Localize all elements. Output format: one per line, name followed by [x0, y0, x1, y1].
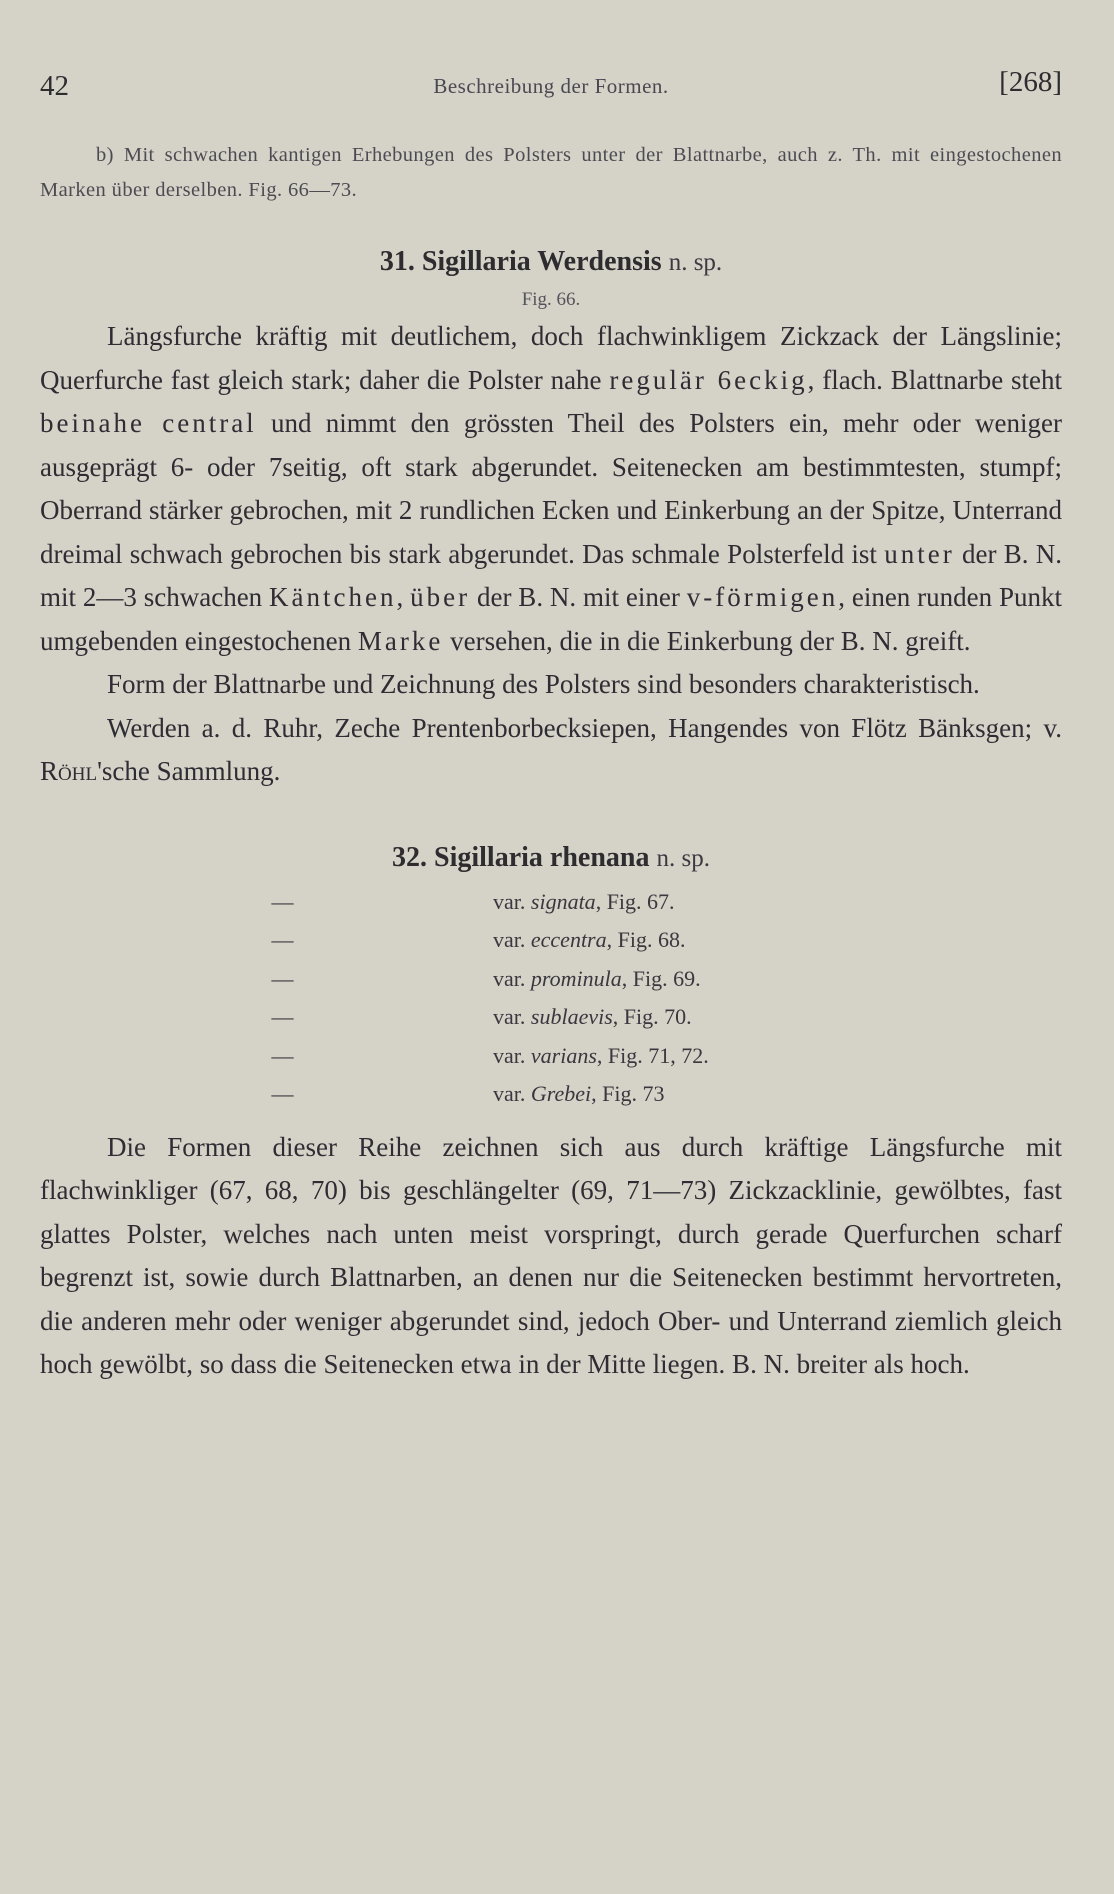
species-31-description	[40, 315, 1062, 663]
variety-row	[40, 998, 1062, 1037]
variety-prefix: var.	[493, 888, 526, 914]
variety-row	[40, 883, 1062, 922]
species-31-locality	[40, 707, 1062, 794]
variety-row	[40, 1075, 1062, 1114]
variety-entry	[485, 921, 685, 960]
spaced-text: über	[410, 582, 471, 612]
variety-dash: —	[271, 1042, 294, 1068]
text-run: Längsfurche kräftig mit deutlichem, doch flachwinkligem Zickzack der Längslinie; Querfurche fast gleich stark; daher die Polster nahe	[40, 321, 1062, 395]
text-run: Werden a. d. Ruhr, Zeche Prentenborbecksiepen, Hangendes von Flötz Bänksgen; v.	[107, 712, 1062, 743]
variety-name: varians	[530, 1042, 597, 1068]
species-31-title	[40, 242, 1062, 283]
species-32-title	[40, 838, 1062, 879]
variety-figure: , Fig. 71, 72.	[596, 1042, 709, 1068]
running-head: Beschreibung der Formen.	[433, 74, 669, 98]
species-32-suffix: n. sp.	[656, 844, 710, 872]
species-31-note: Form der Blattnarbe und Zeichnung des Polsters sind besonders charakteristisch.	[107, 669, 980, 699]
variety-prefix: var.	[493, 1042, 526, 1068]
variety-figure: , Fig. 70.	[612, 1004, 692, 1029]
page-header	[40, 62, 1062, 112]
variety-dash: —	[271, 1004, 294, 1029]
text-run: der B. N. mit einer	[470, 582, 687, 612]
spaced-text: Käntchen	[269, 582, 397, 612]
spaced-text: regulär 6eckig	[609, 364, 808, 395]
text-run: 'sche Sammlung.	[97, 756, 281, 786]
variety-figure: , Fig. 69.	[621, 965, 701, 991]
variety-name: sublaevis	[530, 1004, 613, 1029]
variety-entry	[485, 1037, 709, 1076]
page-number: 42	[40, 70, 69, 102]
spaced-text: Marke	[357, 625, 444, 656]
variety-name: prominula	[530, 965, 622, 991]
variety-figure: , Fig. 67.	[595, 888, 675, 914]
species-32-description: Die Formen dieser Reihe zeichnen sich aus durch kräftige Längsfurche mit flachwinkliger (67, 68, 70) bis geschlängelter (69, 71—73) Zickzacklinie, gewölbtes, fast glattes Polster, welches nach unten meist vorspringt, durch gerade Querfurchen scharf begrenzt ist, sowie durch Blattnarben, an denen nur die Seitenecken bestimmt hervortreten, die anderen mehr oder weniger abgerundet sind, jedoch Ober- und Unterrand ziemlich gleich hoch gewölbt, so dass die Seitenecken etwa in der Mitte liegen. B. N. breiter als hoch.	[40, 1131, 1062, 1379]
spaced-text: v-förmigen	[686, 582, 839, 612]
variety-dash: —	[271, 1081, 294, 1106]
variety-prefix: var.	[493, 965, 526, 991]
page	[40, 62, 1062, 1387]
variety-list	[40, 883, 1062, 1114]
species-31-number: 31.	[379, 246, 415, 277]
variety-name: signata	[530, 888, 596, 914]
section-intro: b) Mit schwachen kantigen Erhebungen des Polsters unter der Blattnarbe, auch z. Th. mit eingestochenen Marken über derselben. Fig. 66—73.	[40, 144, 1062, 201]
spaced-text: unter	[884, 538, 955, 569]
variety-prefix: var.	[493, 1004, 526, 1029]
species-31-suffix: n. sp.	[668, 249, 723, 276]
species-31-name: Sigillaria Werdensis	[421, 246, 662, 277]
collector-name: Röhl	[40, 756, 98, 786]
variety-prefix: var.	[493, 1081, 526, 1106]
variety-figure: , Fig. 68.	[606, 927, 686, 952]
variety-entry	[485, 960, 701, 999]
variety-row	[40, 921, 1062, 960]
variety-row	[40, 1037, 1062, 1076]
variety-row	[40, 960, 1062, 999]
text-run: und nimmt den grössten Theil des Polsters ein, mehr oder weniger ausgeprägt 6- oder 7seitig, oft stark abgerundet. Seitenecken am bestimmtesten, stumpf; Oberrand stärker gebrochen, mit 2 rundlichen Ecken und Einkerbung an der Spitze, Unterrand dreimal schwach gebrochen bis stark abgerundet. Das schmale Polsterfeld ist	[40, 408, 1063, 569]
text-run: versehen, die in die Einkerbung der B. N. greift.	[443, 625, 971, 656]
variety-entry	[485, 883, 675, 922]
spaced-text: beinahe central	[40, 408, 257, 438]
variety-name: eccentra	[530, 927, 607, 952]
text-run: , flach. Blattnarbe steht	[807, 364, 1063, 395]
species-31-figure-ref: Fig. 66.	[521, 289, 581, 310]
variety-figure: , Fig. 73	[591, 1081, 665, 1106]
species-32-name: Sigillaria rhenana	[434, 841, 650, 873]
variety-name: Grebei	[530, 1081, 592, 1106]
variety-prefix: var.	[493, 927, 526, 952]
text-run: ,	[396, 582, 411, 612]
variety-dash: —	[271, 888, 294, 914]
variety-entry	[485, 998, 692, 1037]
text-run: der B. N. mit 2—3 schwachen	[40, 538, 1063, 612]
variety-entry	[485, 1075, 665, 1114]
variety-dash: —	[271, 965, 294, 991]
reference-number: [268]	[999, 66, 1062, 98]
species-32-number: 32.	[392, 841, 428, 873]
variety-dash: —	[271, 927, 294, 952]
text-run: , einen runden Punkt umgebenden eingestochenen	[40, 582, 1063, 656]
